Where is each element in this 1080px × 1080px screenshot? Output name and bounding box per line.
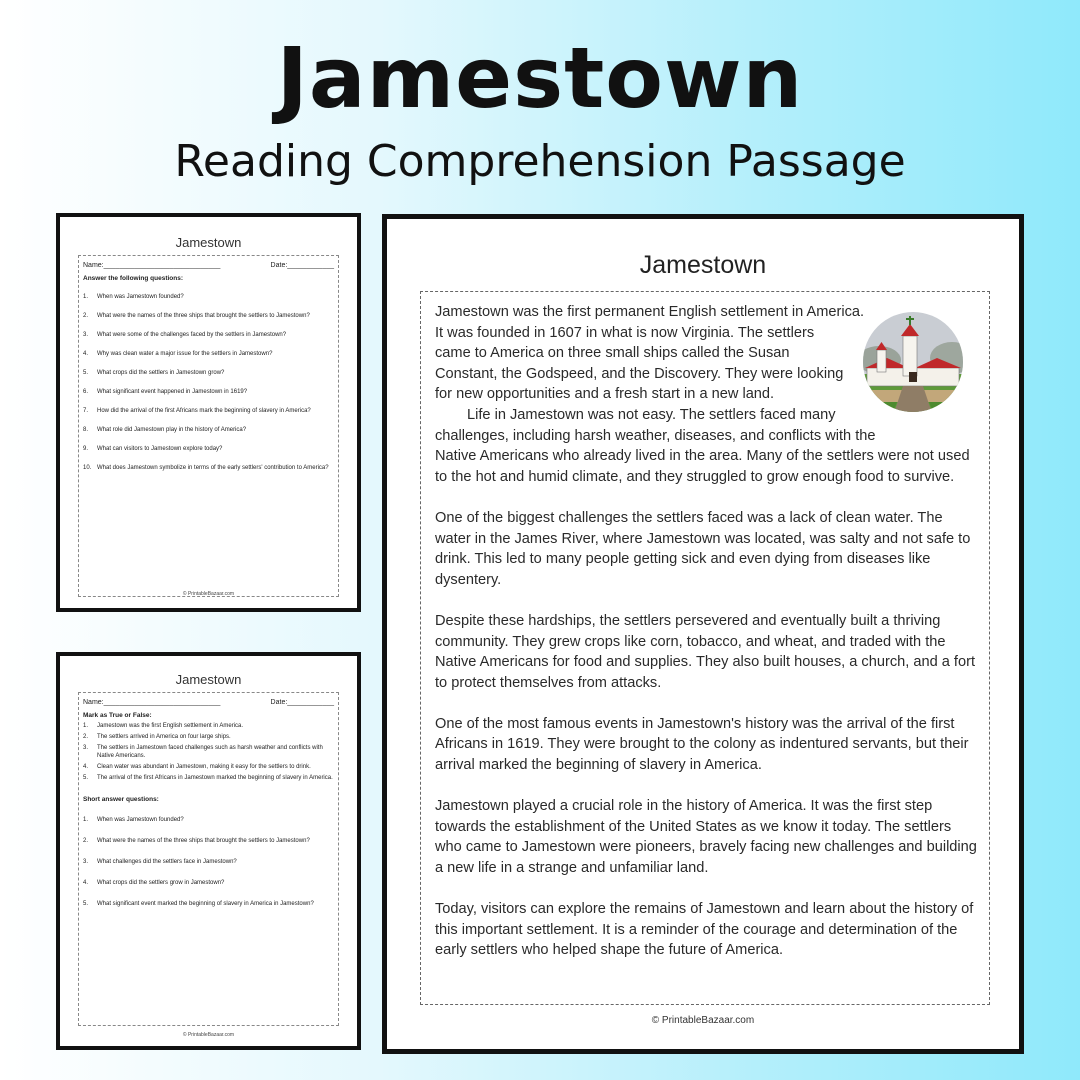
- passage-paragraph: Jamestown was the first permanent English settlement in America. It was founded in 1607 in what is now Virginia. The settlers came to America on three small ships called the Susan Constant, the Godspeed, and the Discovery. They were looking for new opportunities and a fresh start in a new land.: [435, 304, 865, 403]
- item-number: 8.: [83, 427, 89, 433]
- item-text: What significant event marked the beginning of slavery in America in Jamestown?: [97, 901, 314, 907]
- item-text: What role did Jamestown play in the history of America?: [97, 427, 247, 433]
- item-text: What can visitors to Jamestown explore today?: [97, 446, 223, 452]
- list-item: [83, 763, 334, 771]
- worksheet-footer: © PrintableBazaar.com: [182, 591, 235, 597]
- item-number: 1.: [83, 294, 89, 300]
- item-text: The settlers in Jamestown faced challenges such as harsh weather and conflicts with Native Americans.: [97, 745, 323, 759]
- item-number: 2.: [83, 313, 89, 319]
- list-item: [83, 312, 334, 320]
- list-item: [83, 858, 334, 866]
- item-number: 5.: [83, 775, 89, 781]
- list-item: [83, 331, 334, 339]
- item-text: What challenges did the settlers face in Jamestown?: [97, 859, 237, 865]
- item-text: The settlers arrived in America on four large ships.: [97, 734, 231, 740]
- item-text: What does Jamestown symbolize in terms of the early settlers' contribution to America?: [97, 465, 329, 471]
- name-label: Name:______________________________: [83, 699, 221, 706]
- date-label: Date:____________: [270, 262, 334, 269]
- item-text: What crops did the settlers in Jamestown grow?: [97, 370, 225, 376]
- passage-paragraph: Jamestown played a crucial role in the history of America. It was the first step towards the establishment of the United States as we know it today. The settlers who came to Jamestown were pioneers, bravely facing new challenges and building a new life in a strange and unfamiliar land.: [435, 798, 977, 877]
- truefalse-heading: Mark as True or False:: [83, 712, 152, 719]
- passage-text: [435, 302, 977, 961]
- item-number: 6.: [83, 389, 89, 395]
- list-item: [83, 722, 334, 730]
- item-number: 4.: [83, 351, 89, 357]
- passage-sheet: [382, 214, 1024, 1054]
- worksheet-title: Jamestown: [175, 672, 242, 687]
- date-label: Date:____________: [270, 699, 334, 706]
- item-number: 7.: [83, 408, 89, 414]
- item-text: What were some of the challenges faced by the settlers in Jamestown?: [97, 332, 287, 338]
- item-text: What crops did the settlers grow in Jamestown?: [97, 880, 225, 886]
- list-item: [83, 369, 334, 377]
- item-number: 4.: [83, 764, 89, 770]
- name-label: Name:______________________________: [83, 262, 221, 269]
- item-text: When was Jamestown founded?: [97, 817, 184, 823]
- list-item: [83, 837, 334, 845]
- item-text: Jamestown was the first English settlement in America.: [97, 723, 244, 729]
- passage-frame: [420, 291, 990, 1005]
- item-number: 1.: [83, 817, 89, 823]
- item-number: 3.: [83, 859, 89, 865]
- list-item: [83, 426, 334, 434]
- item-number: 3.: [83, 745, 89, 751]
- list-item: [83, 900, 334, 908]
- short-answer-heading: Short answer questions:: [83, 796, 159, 803]
- passage-paragraph: Life in Jamestown was not easy. The settlers faced many challenges, including harsh weather, diseases, and conflicts with the Native Americans who already lived in the area. Many of the settlers were not used to the hot and humid climate, and they struggled to grow enough food to survive.: [435, 406, 970, 485]
- passage-paragraph: Today, visitors can explore the remains of Jamestown and learn about the history of this important settlement. It is a reminder of the courage and determination of the early settlers who helped shape the future of America.: [435, 901, 974, 959]
- passage-paragraph: Despite these hardships, the settlers persevered and eventually built a thriving community. They grew crops like corn, tobacco, and wheat, and traded with the Native Americans for food and supplies. They also built houses, a church, and a fort to protect themselves from attacks.: [435, 612, 976, 691]
- passage-title: Jamestown: [639, 251, 767, 279]
- list-item: [83, 293, 334, 301]
- list-item: [83, 407, 334, 415]
- list-item: [83, 774, 334, 782]
- list-item: [83, 464, 334, 472]
- question-list: [79, 293, 338, 472]
- worksheet-truefalse-preview: [56, 652, 361, 1050]
- list-item: [83, 816, 334, 824]
- item-text: What significant event happened in Jamestown in 1619?: [97, 389, 248, 395]
- passage-paragraph: One of the biggest challenges the settlers faced was a lack of clean water. The water in the James River, where Jamestown was located, was salty and not safe to drink. This led to many people getting sick and even dying from diseases like dysentery.: [435, 509, 971, 588]
- item-text: What were the names of the three ships that brought the settlers to Jamestown?: [97, 313, 310, 319]
- item-number: 5.: [83, 901, 89, 907]
- item-number: 5.: [83, 370, 89, 376]
- item-number: 2.: [83, 838, 89, 844]
- cover-title: Jamestown: [276, 29, 804, 127]
- item-text: When was Jamestown founded?: [97, 294, 184, 300]
- item-number: 10.: [83, 465, 92, 471]
- truefalse-list: [79, 722, 338, 782]
- worksheet-footer: © PrintableBazaar.com: [182, 1032, 235, 1038]
- list-item: [83, 879, 334, 887]
- item-text: The arrival of the first Africans in Jamestown marked the beginning of slavery in America.: [97, 775, 333, 781]
- item-number: 9.: [83, 446, 89, 452]
- list-item: [83, 388, 334, 396]
- worksheet-title: Jamestown: [175, 235, 242, 250]
- name-date-row: [79, 262, 338, 269]
- item-number: 2.: [83, 734, 89, 740]
- list-item: [83, 350, 334, 358]
- item-text: Why was clean water a major issue for the settlers in Jamestown?: [97, 351, 273, 357]
- list-item: [83, 744, 334, 760]
- worksheet-questions-preview: [56, 213, 361, 612]
- worksheet-frame: [78, 255, 339, 597]
- cover-subtitle: Reading Comprehension Passage: [174, 136, 906, 187]
- questions-heading: Answer the following questions:: [83, 275, 184, 282]
- jamestown-fort-illustration: [857, 310, 969, 428]
- item-number: 1.: [83, 723, 89, 729]
- item-number: 3.: [83, 332, 89, 338]
- item-text: How did the arrival of the first Africans mark the beginning of slavery in America?: [97, 408, 311, 414]
- passage-footer: © PrintableBazaar.com: [651, 1015, 755, 1026]
- list-item: [83, 445, 334, 453]
- short-answer-list: [79, 816, 338, 908]
- item-text: What were the names of the three ships that brought the settlers to Jamestown?: [97, 838, 310, 844]
- passage-paragraph: One of the most famous events in Jamestown's history was the arrival of the first Africans in 1619. They were brought to the colony as indentured servants, but their arrival marked the beginning of slavery in America.: [435, 715, 969, 774]
- name-date-row: [79, 699, 338, 706]
- item-number: 4.: [83, 880, 89, 886]
- item-text: Clean water was abundant in Jamestown, making it easy for the settlers to drink.: [97, 764, 311, 770]
- worksheet-frame: [78, 692, 339, 1026]
- list-item: [83, 733, 334, 741]
